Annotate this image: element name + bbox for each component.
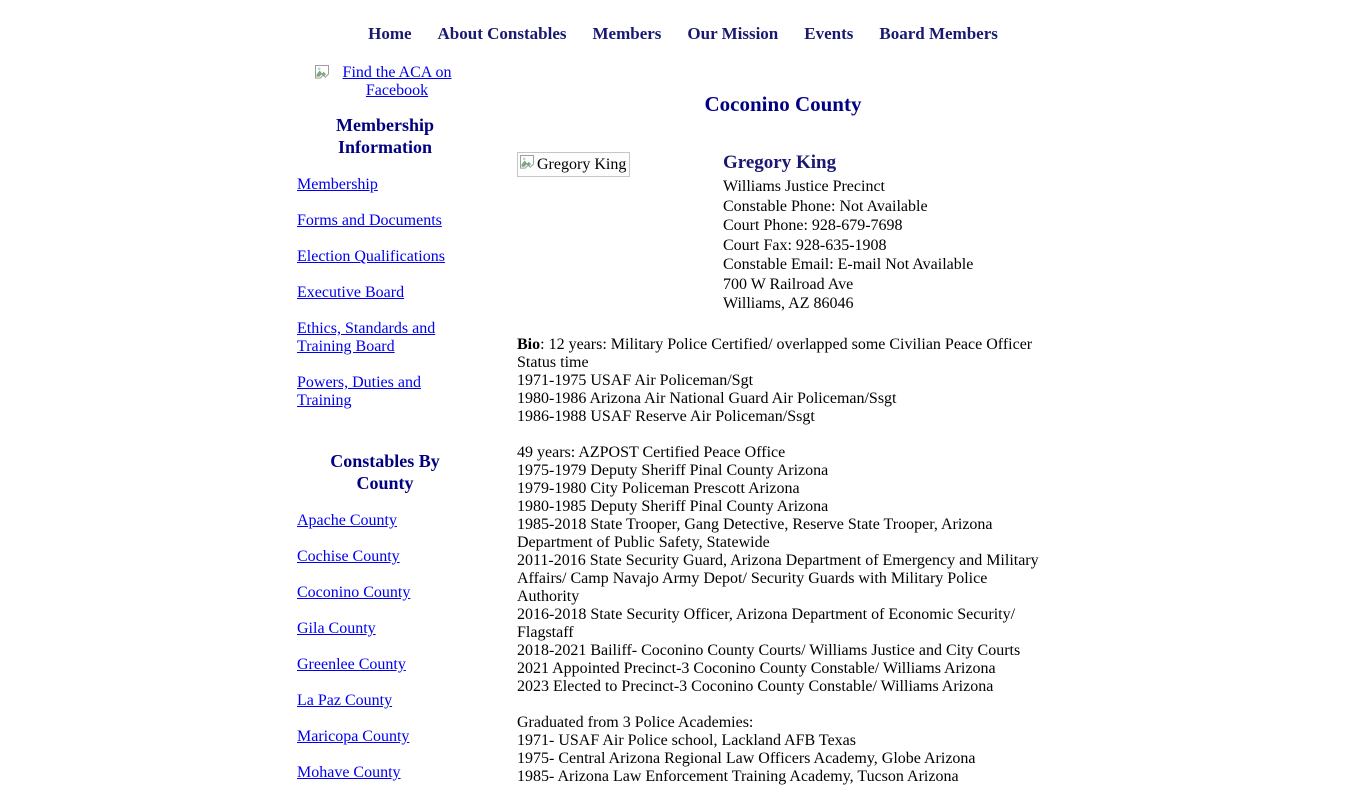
top-navigation [0,0,1366,44]
nav-item-home[interactable]: Home [368,24,412,43]
contact-info [723,152,973,314]
bio-intro-line [517,336,1049,372]
sidebar [297,64,473,800]
facebook-broken-image [314,82,338,99]
sidebar-link-coconino-county[interactable]: Coconino County [297,584,411,601]
constable-photo-cell [517,152,723,314]
bio-label: Bio [517,335,541,353]
nav-item-members[interactable]: Members [592,24,662,43]
nav-item-board-members[interactable]: Board Members [879,24,998,43]
sidebar-link-cochise-county[interactable]: Cochise County [297,548,400,565]
nav-item-events[interactable]: Events [804,24,854,43]
sidebar-link-la-paz-county[interactable]: La Paz County [297,692,393,709]
sidebar-link-greenlee-county[interactable]: Greenlee County [297,656,406,673]
precinct: Williams Justice Precinct [723,178,885,195]
page-title: Coconino County [704,92,862,116]
constable-photo-broken-image [517,152,630,177]
sidebar-link-membership[interactable]: Membership [297,176,378,193]
county-links [297,512,473,782]
sidebar-link-apache-county[interactable]: Apache County [297,512,397,529]
address-line2: Williams, AZ 86046 [723,295,854,312]
content-area [297,64,1049,800]
constables-by-county-heading: Constables By County [330,451,440,493]
membership-information-heading: Membership Information [336,115,434,157]
photo-broken-image-glyph [519,154,537,175]
court-phone: Court Phone: 928-679-7698 [723,217,903,234]
court-fax: Court Fax: 928-635-1908 [723,236,887,254]
bio-body: 1971-1975 USAF Air Policeman/Sgt 1980-1986 Arizona Air National Guard Air Policeman/Ssgt 1986-1988 USAF Reserve Air Policeman/Ssgt 49 years: AZPOST Certified Peace Office 1975-1979 Deputy Sheriff Pinal County Arizona 1979-1980 City Policeman Prescott Arizona 1980-1985 Deputy Sheriff Pinal County Arizona 1985-2018 State Trooper, Gang Detective, Reserve State Trooper, Arizona Department of Public Safety, Statewide 2011-2016 State Security Guard, Arizona Department of Emergency and Military Affairs/ Camp Navajo Army Depot/ Security Guards with Military Police Authority 2016-2018 State Security Officer, Arizona Department of Economic Security/ Flagstaff 2018-2021 Bailiff- Coconino County Courts/ Williams Justice and City Courts 2021 Appointed Precinct-3 Coconino County Constable/ Williams Arizona 2023 Elected to Precinct-3 Coconino County Constable/ Williams Arizona Graduated from 3 Police Academies: 1971- USAF Air Police school, Lackland AFB Texas 1975- Central Arizona Regional Law Officers Academy, Globe Arizona 1985- Arizona Law Enforcement Training Academy, Tucson Arizona [517,371,1039,785]
sidebar-link-powers-duties-training[interactable]: Powers, Duties and Training [297,374,421,409]
facebook-link-block [297,64,473,100]
broken-image-icon [519,154,535,170]
membership-links [297,176,473,410]
constable-profile [517,152,1049,314]
main-content [517,64,1049,786]
address-line1: 700 W Railroad Ave [723,275,854,293]
nav-item-our-mission[interactable]: Our Mission [687,24,779,43]
constable-photo-alt-text: Gregory King [537,155,627,173]
sidebar-link-executive-board[interactable]: Executive Board [297,284,405,301]
facebook-link[interactable]: Find the ACA on Facebook [342,64,452,99]
sidebar-link-forms-and-documents[interactable]: Forms and Documents [297,212,442,229]
nav-item-about-constables[interactable]: About Constables [437,24,567,43]
broken-image-icon [314,64,330,80]
sidebar-link-ethics-standards-training-board[interactable]: Ethics, Standards and Training Board [297,320,436,355]
sidebar-link-gila-county[interactable]: Gila County [297,620,376,637]
constable-name: Gregory King [723,152,837,173]
constable-phone: Constable Phone: Not Available [723,197,928,215]
sidebar-link-maricopa-county[interactable]: Maricopa County [297,728,410,745]
constable-email: Constable Email: E-mail Not Available [723,256,974,273]
sidebar-link-mohave-county[interactable]: Mohave County [297,764,401,781]
constable-bio [517,336,1049,786]
sidebar-link-election-qualifications[interactable]: Election Qualifications [297,248,445,265]
bio-intro-text: : 12 years: Military Police Certified/ overlapped some Civilian Peace Officer Status time [517,335,1033,371]
